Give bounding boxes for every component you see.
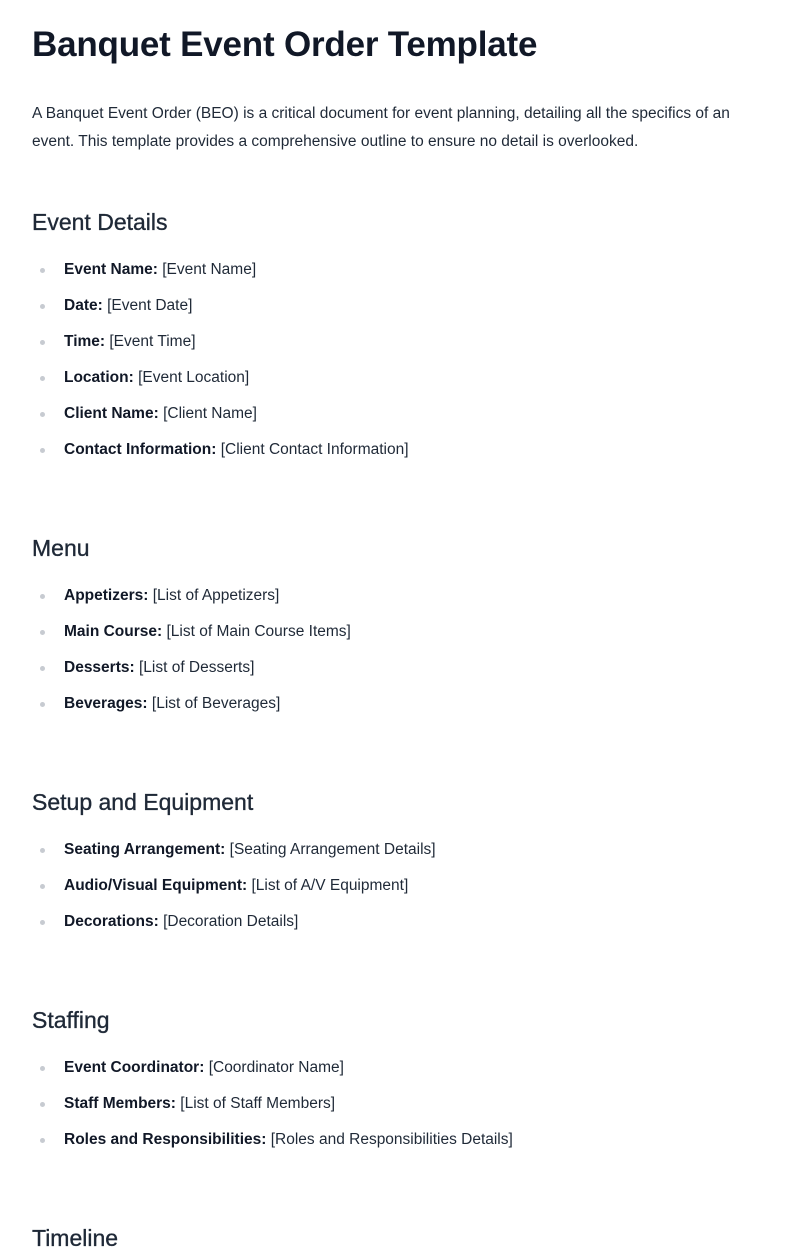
- item-label: Time:: [64, 333, 106, 350]
- bullet-icon: [40, 304, 45, 309]
- item-label: Appetizers:: [64, 587, 149, 604]
- list-item: [32, 366, 768, 402]
- event-details-list: [32, 258, 768, 474]
- item-value: [Event Time]: [109, 333, 196, 350]
- list-item: [32, 1092, 768, 1128]
- item-label: Seating Arrangement:: [64, 841, 226, 858]
- list-item: [32, 910, 768, 946]
- staffing-list: [32, 1056, 768, 1164]
- item-value: [Coordinator Name]: [208, 1059, 344, 1076]
- list-item: [32, 620, 768, 656]
- bullet-icon: [40, 1066, 45, 1071]
- item-label: Decorations:: [64, 913, 159, 930]
- section-heading: Setup and Equipment: [32, 789, 254, 815]
- section-timeline: [32, 1224, 768, 1252]
- section-heading: Timeline: [32, 1225, 119, 1251]
- item-label: Beverages:: [64, 695, 148, 712]
- item-label: Location:: [64, 369, 134, 386]
- list-item: [32, 1128, 768, 1164]
- item-value: [List of Appetizers]: [152, 587, 280, 604]
- item-value: [Seating Arrangement Details]: [229, 841, 436, 858]
- bullet-icon: [40, 376, 45, 381]
- section-staffing: [32, 1006, 768, 1164]
- item-value: [Event Date]: [107, 297, 193, 314]
- bullet-icon: [40, 884, 45, 889]
- intro-paragraph: A Banquet Event Order (BEO) is a critical document for event planning, detailing all the specifics of an event. This template provides a comprehensive outline to ensure no detail is overlooked.: [32, 105, 730, 150]
- item-value: [Roles and Responsibilities Details]: [270, 1131, 513, 1148]
- item-label: Contact Information:: [64, 441, 217, 458]
- item-value: [List of Beverages]: [151, 695, 281, 712]
- item-value: [List of Main Course Items]: [166, 623, 351, 640]
- bullet-icon: [40, 1102, 45, 1107]
- item-label: Roles and Responsibilities:: [64, 1131, 267, 1148]
- list-item: [32, 874, 768, 910]
- item-value: [List of Desserts]: [138, 659, 255, 676]
- item-label: Date:: [64, 297, 103, 314]
- bullet-icon: [40, 848, 45, 853]
- bullet-icon: [40, 702, 45, 707]
- section-heading: Staffing: [32, 1007, 110, 1033]
- list-item: [32, 258, 768, 294]
- list-item: [32, 402, 768, 438]
- list-item: [32, 692, 768, 728]
- list-item: [32, 438, 768, 474]
- section-setup-and-equipment: [32, 788, 768, 946]
- bullet-icon: [40, 594, 45, 599]
- bullet-icon: [40, 448, 45, 453]
- bullet-icon: [40, 412, 45, 417]
- item-value: [Decoration Details]: [163, 913, 299, 930]
- bullet-icon: [40, 920, 45, 925]
- item-value: [List of Staff Members]: [180, 1095, 336, 1112]
- bullet-icon: [40, 630, 45, 635]
- list-item: [32, 838, 768, 874]
- item-value: [Event Location]: [138, 369, 250, 386]
- page-title: Banquet Event Order Template: [32, 25, 538, 64]
- section-menu: [32, 534, 768, 728]
- menu-list: [32, 584, 768, 728]
- list-item: [32, 584, 768, 620]
- item-value: [Event Name]: [162, 261, 257, 278]
- item-label: Desserts:: [64, 659, 135, 676]
- section-event-details: [32, 208, 768, 474]
- item-label: Staff Members:: [64, 1095, 176, 1112]
- item-label: Event Coordinator:: [64, 1059, 205, 1076]
- item-value: [Client Name]: [163, 405, 257, 422]
- item-value: [Client Contact Information]: [220, 441, 409, 458]
- item-value: [List of A/V Equipment]: [251, 877, 409, 894]
- section-heading: Event Details: [32, 209, 168, 235]
- item-label: Event Name:: [64, 261, 158, 278]
- section-heading: Menu: [32, 535, 90, 561]
- list-item: [32, 1056, 768, 1092]
- list-item: [32, 294, 768, 330]
- item-label: Main Course:: [64, 623, 163, 640]
- list-item: [32, 656, 768, 692]
- item-label: Client Name:: [64, 405, 159, 422]
- setup-list: [32, 838, 768, 946]
- bullet-icon: [40, 268, 45, 273]
- item-label: Audio/Visual Equipment:: [64, 877, 248, 894]
- bullet-icon: [40, 1138, 45, 1143]
- list-item: [32, 330, 768, 366]
- bullet-icon: [40, 666, 45, 671]
- bullet-icon: [40, 340, 45, 345]
